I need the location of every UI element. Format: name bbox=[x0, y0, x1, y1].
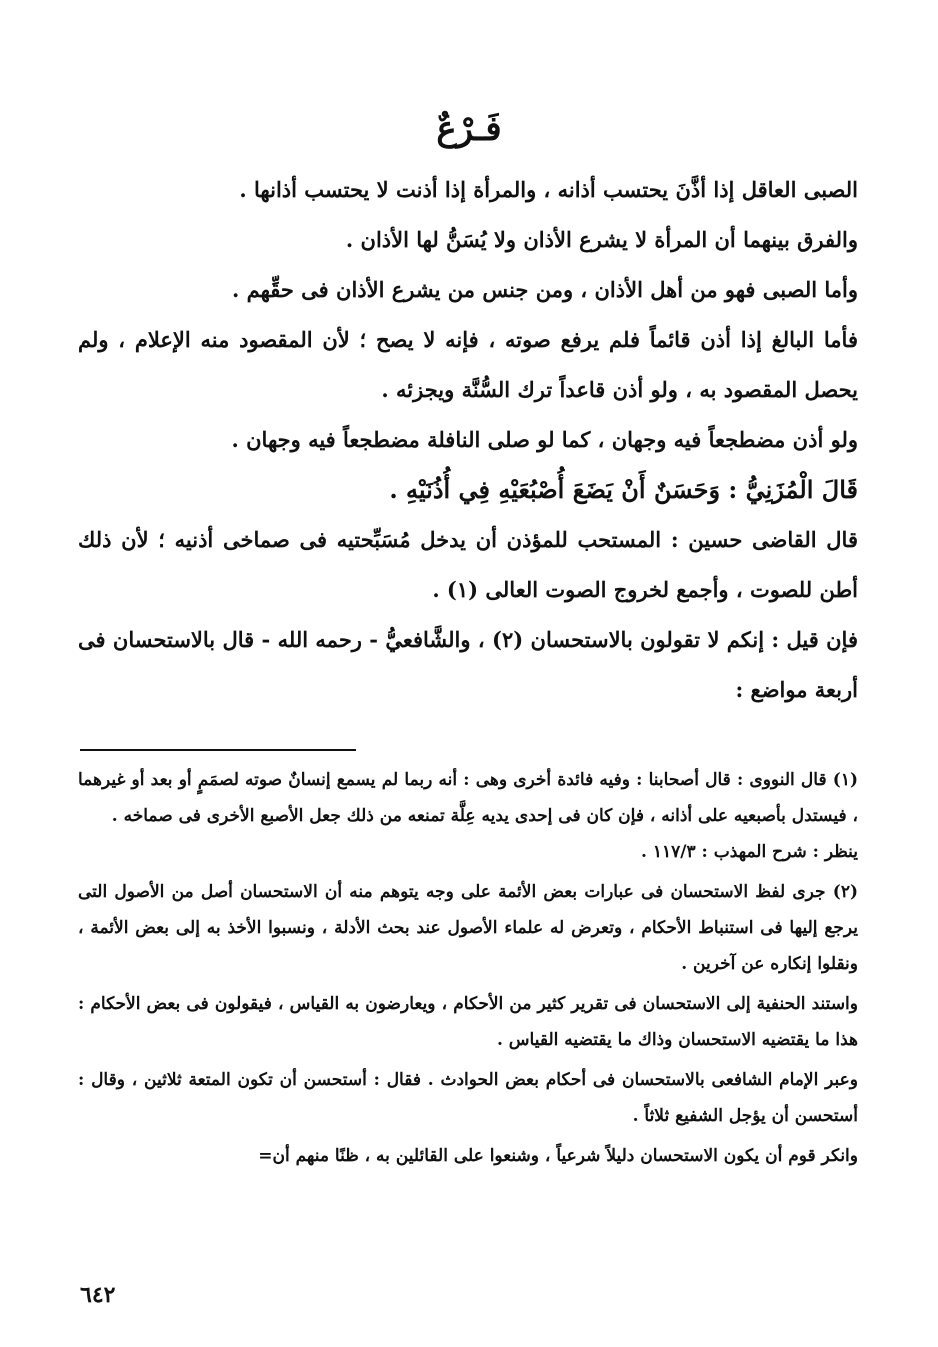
paragraph: وأما الصبى فهو من أهل الأذان ، ومن جنس من يشرع الأذان فى حقِّهم . bbox=[231, 277, 858, 302]
quoted-text: قَالَ الْمُزَنِيُّ : وَحَسَنٌ أَنْ يَضَعَ أُصْبُعَيْهِ فِي أُذُنَيْهِ . bbox=[389, 475, 858, 504]
footnote-divider bbox=[80, 749, 356, 751]
footnote-paragraph: وعبر الإمام الشافعى بالاستحسان فى أحكام بعض الحوادث . فقال : أستحسن أن تكون المتعة ثلاثين ، وقال : أستحسن أن يؤجل الشفيع ثلاثاً . bbox=[78, 1070, 858, 1126]
footnote-paragraph: وانكر قوم أن يكون الاستحسان دليلاً شرعياً ، وشنعوا على القائلين به ، ظنًا منهم أن= bbox=[258, 1146, 858, 1166]
footnotes bbox=[78, 762, 858, 1174]
paragraph: الصبى العاقل إذا أذَّنَ يحتسب أذانه ، والمرأة إذا أذنت لا يحتسب أذانها . bbox=[239, 177, 858, 202]
section-heading: فَـرْعٌ bbox=[436, 109, 502, 149]
paragraph: فإن قيل : إنكم لا تقولون بالاستحسان (٢) ، والشَّافعيُّ - رحمه الله - قال بالاستحسان فى أربعة مواضع : bbox=[78, 627, 858, 702]
page-number: ٦٤٢ bbox=[80, 1282, 116, 1308]
paragraph: والفرق بينهما أن المرأة لا يشرع الأذان ولا يُسَنُّ لها الأذان . bbox=[345, 227, 858, 252]
footnote: (٢) جرى لفظ الاستحسان فى عبارات بعض الأئمة على وجه يتوهم منه أن الاستحسان أصل من الأصول التى يرجع إليها فى استنباط الأحكام ، وتعرض له علماء الأصول عند بحث الأدلة ، ونسبوا الأخذ به إلى بعض الأئمة ، ونقلوا إنكاره عن آخرين . bbox=[78, 882, 858, 974]
footnote-reference: ينظر : شرح المهذب : ١١٧/٣ . bbox=[641, 842, 858, 862]
paragraph: قال القاضى حسين : المستحب للمؤذن أن يدخل مُسَبِّحتيه فى صماخى أذنيه ؛ لأن ذلك أطن للصوت ، وأجمع لخروج الصوت العالى (١) . bbox=[78, 527, 858, 602]
main-text bbox=[78, 165, 858, 715]
paragraph: ولو أذن مضطجعاً فيه وجهان ، كما لو صلى النافلة مضطجعاً فيه وجهان . bbox=[231, 427, 858, 452]
paragraph: فأما البالغ إذا أذن قائماً فلم يرفع صوته ، فإنه لا يصح ؛ لأن المقصود منه الإعلام ، ولم يحصل المقصود به ، ولو أذن قاعداً ترك السُّنَّة ويجزئه . bbox=[78, 327, 858, 402]
footnote: (١) قال النووى : قال أصحابنا : وفيه فائدة أخرى وهى : أنه ربما لم يسمع إنسانٌ صوته لصمَمٍ أو بعد أو غيرهما ، فيستدل بأصبعيه على أذانه ، فإن كان فى إحدى يديه عِلَّة تمنعه من ذلك جعل الأصبع الأخرى فى صماخه . bbox=[78, 770, 858, 826]
footnote-paragraph: واستند الحنفية إلى الاستحسان فى تقرير كثير من الأحكام ، ويعارضون به القياس ، فيقولون فى بعض الأحكام : هذا ما يقتضيه الاستحسان وذاك ما يقتضيه القياس . bbox=[78, 994, 858, 1050]
